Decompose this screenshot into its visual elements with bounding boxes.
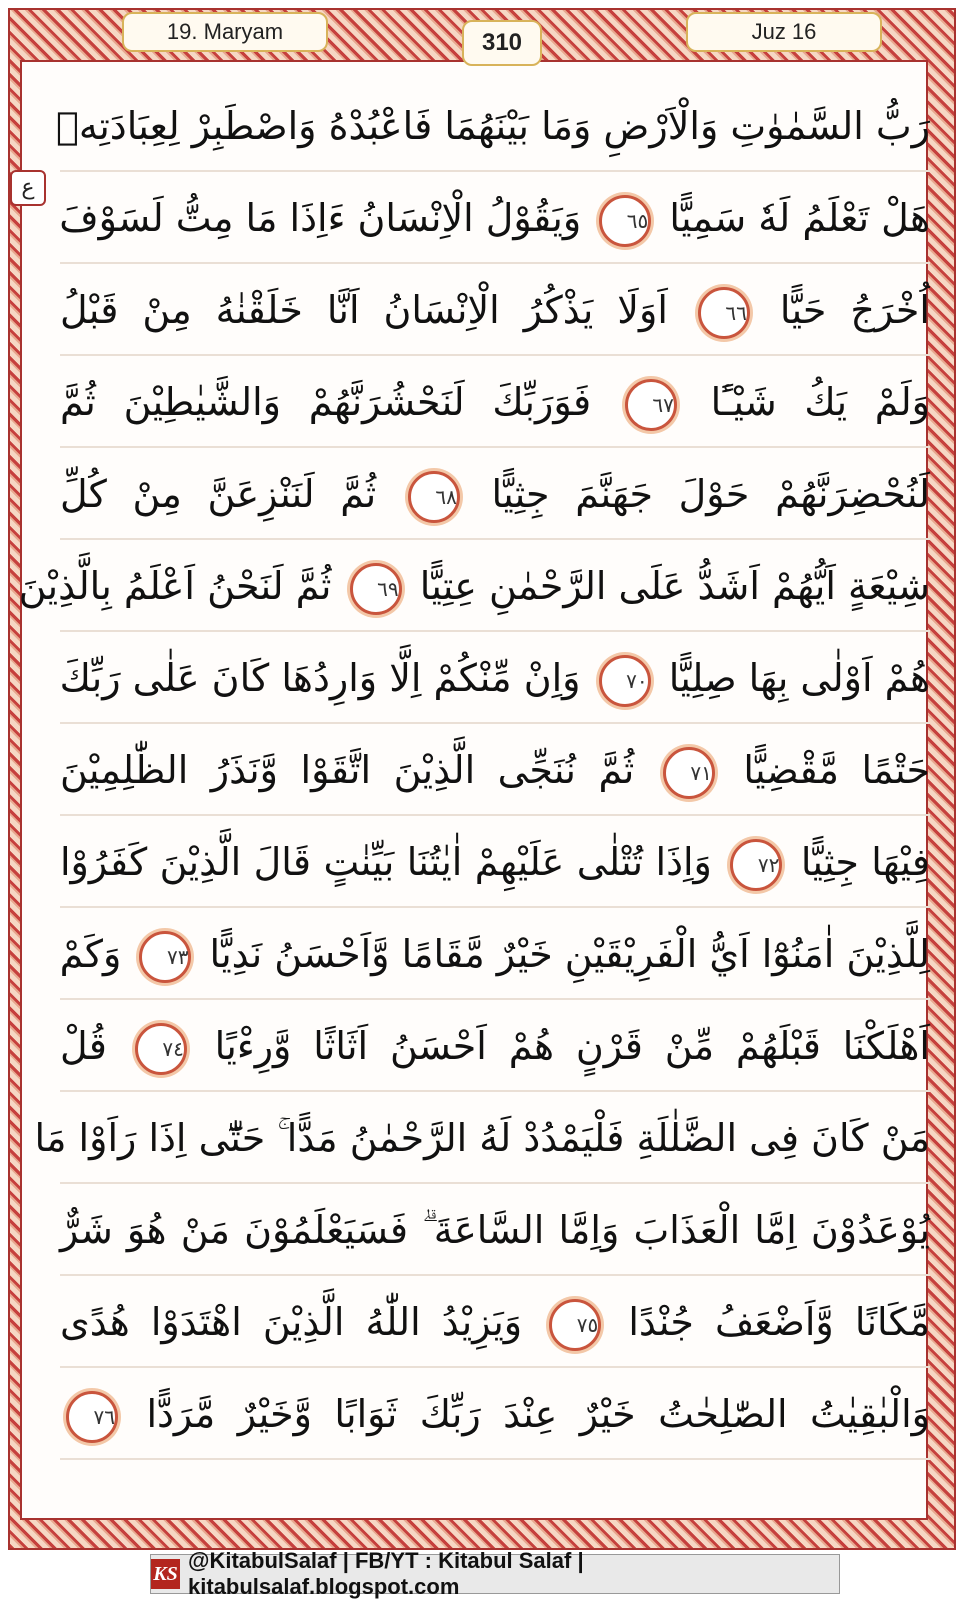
ayah-text: شِيْعَةٍ اَيُّهُمْ اَشَدُّ عَلَى الرَّحْمٰنِ عِتِيًّا [419, 564, 930, 608]
quran-line [60, 172, 930, 264]
quran-line [60, 908, 930, 1000]
ayah-text: وَاِذَا تُتْلٰى عَلَيْهِمْ اٰيٰتُنَا بَيِّنٰتٍ قَالَ الَّذِيْنَ كَفَرُوْا [60, 840, 712, 884]
ruku-mark: ع [10, 170, 46, 206]
ayah-text: مَنْ كَانَ فِى الضَّلٰلَةِ فَلْيَمْدُدْ لَهُ الرَّحْمٰنُ مَدًّا ۚ حَتّٰٓى اِذَا رَاَوْا مَا [34, 1116, 930, 1160]
quran-line [60, 632, 930, 724]
ayah-number-marker: ٧٣ [139, 931, 191, 983]
ayah-text: وَلَمْ يَكُ شَيْـًٔا [710, 380, 931, 424]
quran-line [56, 80, 930, 172]
ayah-text: وَيَزِيْدُ اللّٰهُ الَّذِيْنَ اهْتَدَوْا هُدًى [60, 1300, 523, 1344]
ayah-number-marker: ٦٦ [698, 287, 750, 339]
ayah-number-marker: ٦٧ [625, 379, 677, 431]
ayah-number-marker: ٧١ [663, 747, 715, 799]
quran-line [60, 448, 930, 540]
quran-line [60, 1000, 930, 1092]
ayah-text: لِلَّذِيْنَ اٰمَنُوْٓا اَيُّ الْفَرِيْقَيْنِ خَيْرٌ مَّقَامًا وَّاَحْسَنُ نَدِيًّا [209, 932, 930, 976]
ayah-number-marker: ٧٤ [135, 1023, 187, 1075]
quran-line [60, 1276, 930, 1368]
quran-line [60, 724, 930, 816]
ayah-text: رَبُّ السَّمٰوٰتِ وَالْاَرْضِ وَمَا بَيْنَهُمَا فَاعْبُدْهُ وَاصْطَبِرْ لِعِبَادَتِهٖ [56, 104, 930, 148]
ayah-text: لَنُحْضِرَنَّهُمْ حَوْلَ جَهَنَّمَ جِثِيًّا [491, 472, 930, 516]
ayah-number-marker: ٧٢ [730, 839, 782, 891]
ayah-number-marker: ٧٠ [599, 655, 651, 707]
ayah-text: ثُمَّ لَنَحْنُ اَعْلَمُ بِالَّذِيْنَ [18, 564, 332, 608]
ayah-text: هُمْ اَوْلٰى بِهَا صِلِيًّا [668, 656, 930, 700]
ayah-number-marker: ٧٥ [549, 1299, 601, 1351]
ayah-text: فِيْهَا جِثِيًّا [800, 840, 930, 884]
ayah-text: مَّكَانًا وَّاَضْعَفُ جُنْدًا [628, 1300, 930, 1344]
ayah-number-marker: ٦٨ [408, 471, 460, 523]
footer [150, 1548, 840, 1599]
ayah-number-marker: ٦٩ [350, 563, 402, 615]
footer-text: @KitabulSalaf | FB/YT : Kitabul Salaf | kitabulsalaf.blogspot.com [188, 1548, 584, 1599]
ks-logo: KS [151, 1559, 180, 1589]
quran-line [60, 816, 930, 908]
quran-line [60, 1184, 930, 1276]
juz-label: Juz 16 [686, 12, 882, 52]
ayah-text: وَاِنْ مِّنْكُمْ اِلَّا وَارِدُهَا كَانَ عَلٰى رَبِّكَ [59, 656, 581, 700]
ayah-text: فَوَرَبِّكَ لَنَحْشُرَنَّهُمْ وَالشَّيٰطِيْنَ ثُمَّ [60, 380, 592, 424]
ayah-text: حَتْمًا مَّقْضِيًّا [743, 748, 930, 792]
ayah-text: اَهْلَكْنَا قَبْلَهُمْ مِّنْ قَرْنٍ هُمْ اَحْسَنُ اَثَاثًا وَّرِءْيًا [214, 1024, 930, 1068]
surah-title: 19. Maryam [122, 12, 328, 52]
ayah-text: يُوْعَدُوْنَ اِمَّا الْعَذَابَ وَاِمَّا السَّاعَةَ ۗ فَسَيَعْلَمُوْنَ مَنْ هُوَ شَرٌّ [60, 1208, 930, 1252]
ayah-text: قُلْ [60, 1024, 107, 1068]
ayah-text: اُخْرَجُ حَيًّا [779, 288, 930, 332]
quran-line [34, 1092, 930, 1184]
ayah-text: وَيَقُوْلُ الْاِنْسَانُ ءَاِذَا مَا مِتُّ لَسَوْفَ [59, 196, 582, 240]
quran-line [18, 540, 930, 632]
page-number: 310 [462, 20, 542, 66]
quran-line [60, 1368, 930, 1460]
ayah-text: هَلْ تَعْلَمُ لَهٗ سَمِيًّا [669, 196, 930, 240]
ayah-text: ثُمَّ نُنَجِّى الَّذِيْنَ اتَّقَوْا وَّنَذَرُ الظّٰلِمِيْنَ [60, 748, 635, 792]
ayah-number-marker: ٧٦ [66, 1391, 118, 1443]
quran-line [60, 264, 930, 356]
ayah-text: وَالْبٰقِيٰتُ الصّٰلِحٰتُ خَيْرٌ عِنْدَ رَبِّكَ ثَوَابًا وَّخَيْرٌ مَّرَدًّا [146, 1392, 930, 1436]
ayah-text: ثُمَّ لَنَنْزِعَنَّ مِنْ كُلِّ [60, 472, 377, 516]
ayah-number-marker: ٦٥ [599, 195, 651, 247]
quran-line [60, 356, 930, 448]
ayah-text: اَوَلَا يَذْكُرُ الْاِنْسَانُ اَنَّا خَلَقْنٰهُ مِنْ قَبْلُ [60, 288, 668, 332]
ayah-text: وَكَمْ [59, 932, 122, 976]
